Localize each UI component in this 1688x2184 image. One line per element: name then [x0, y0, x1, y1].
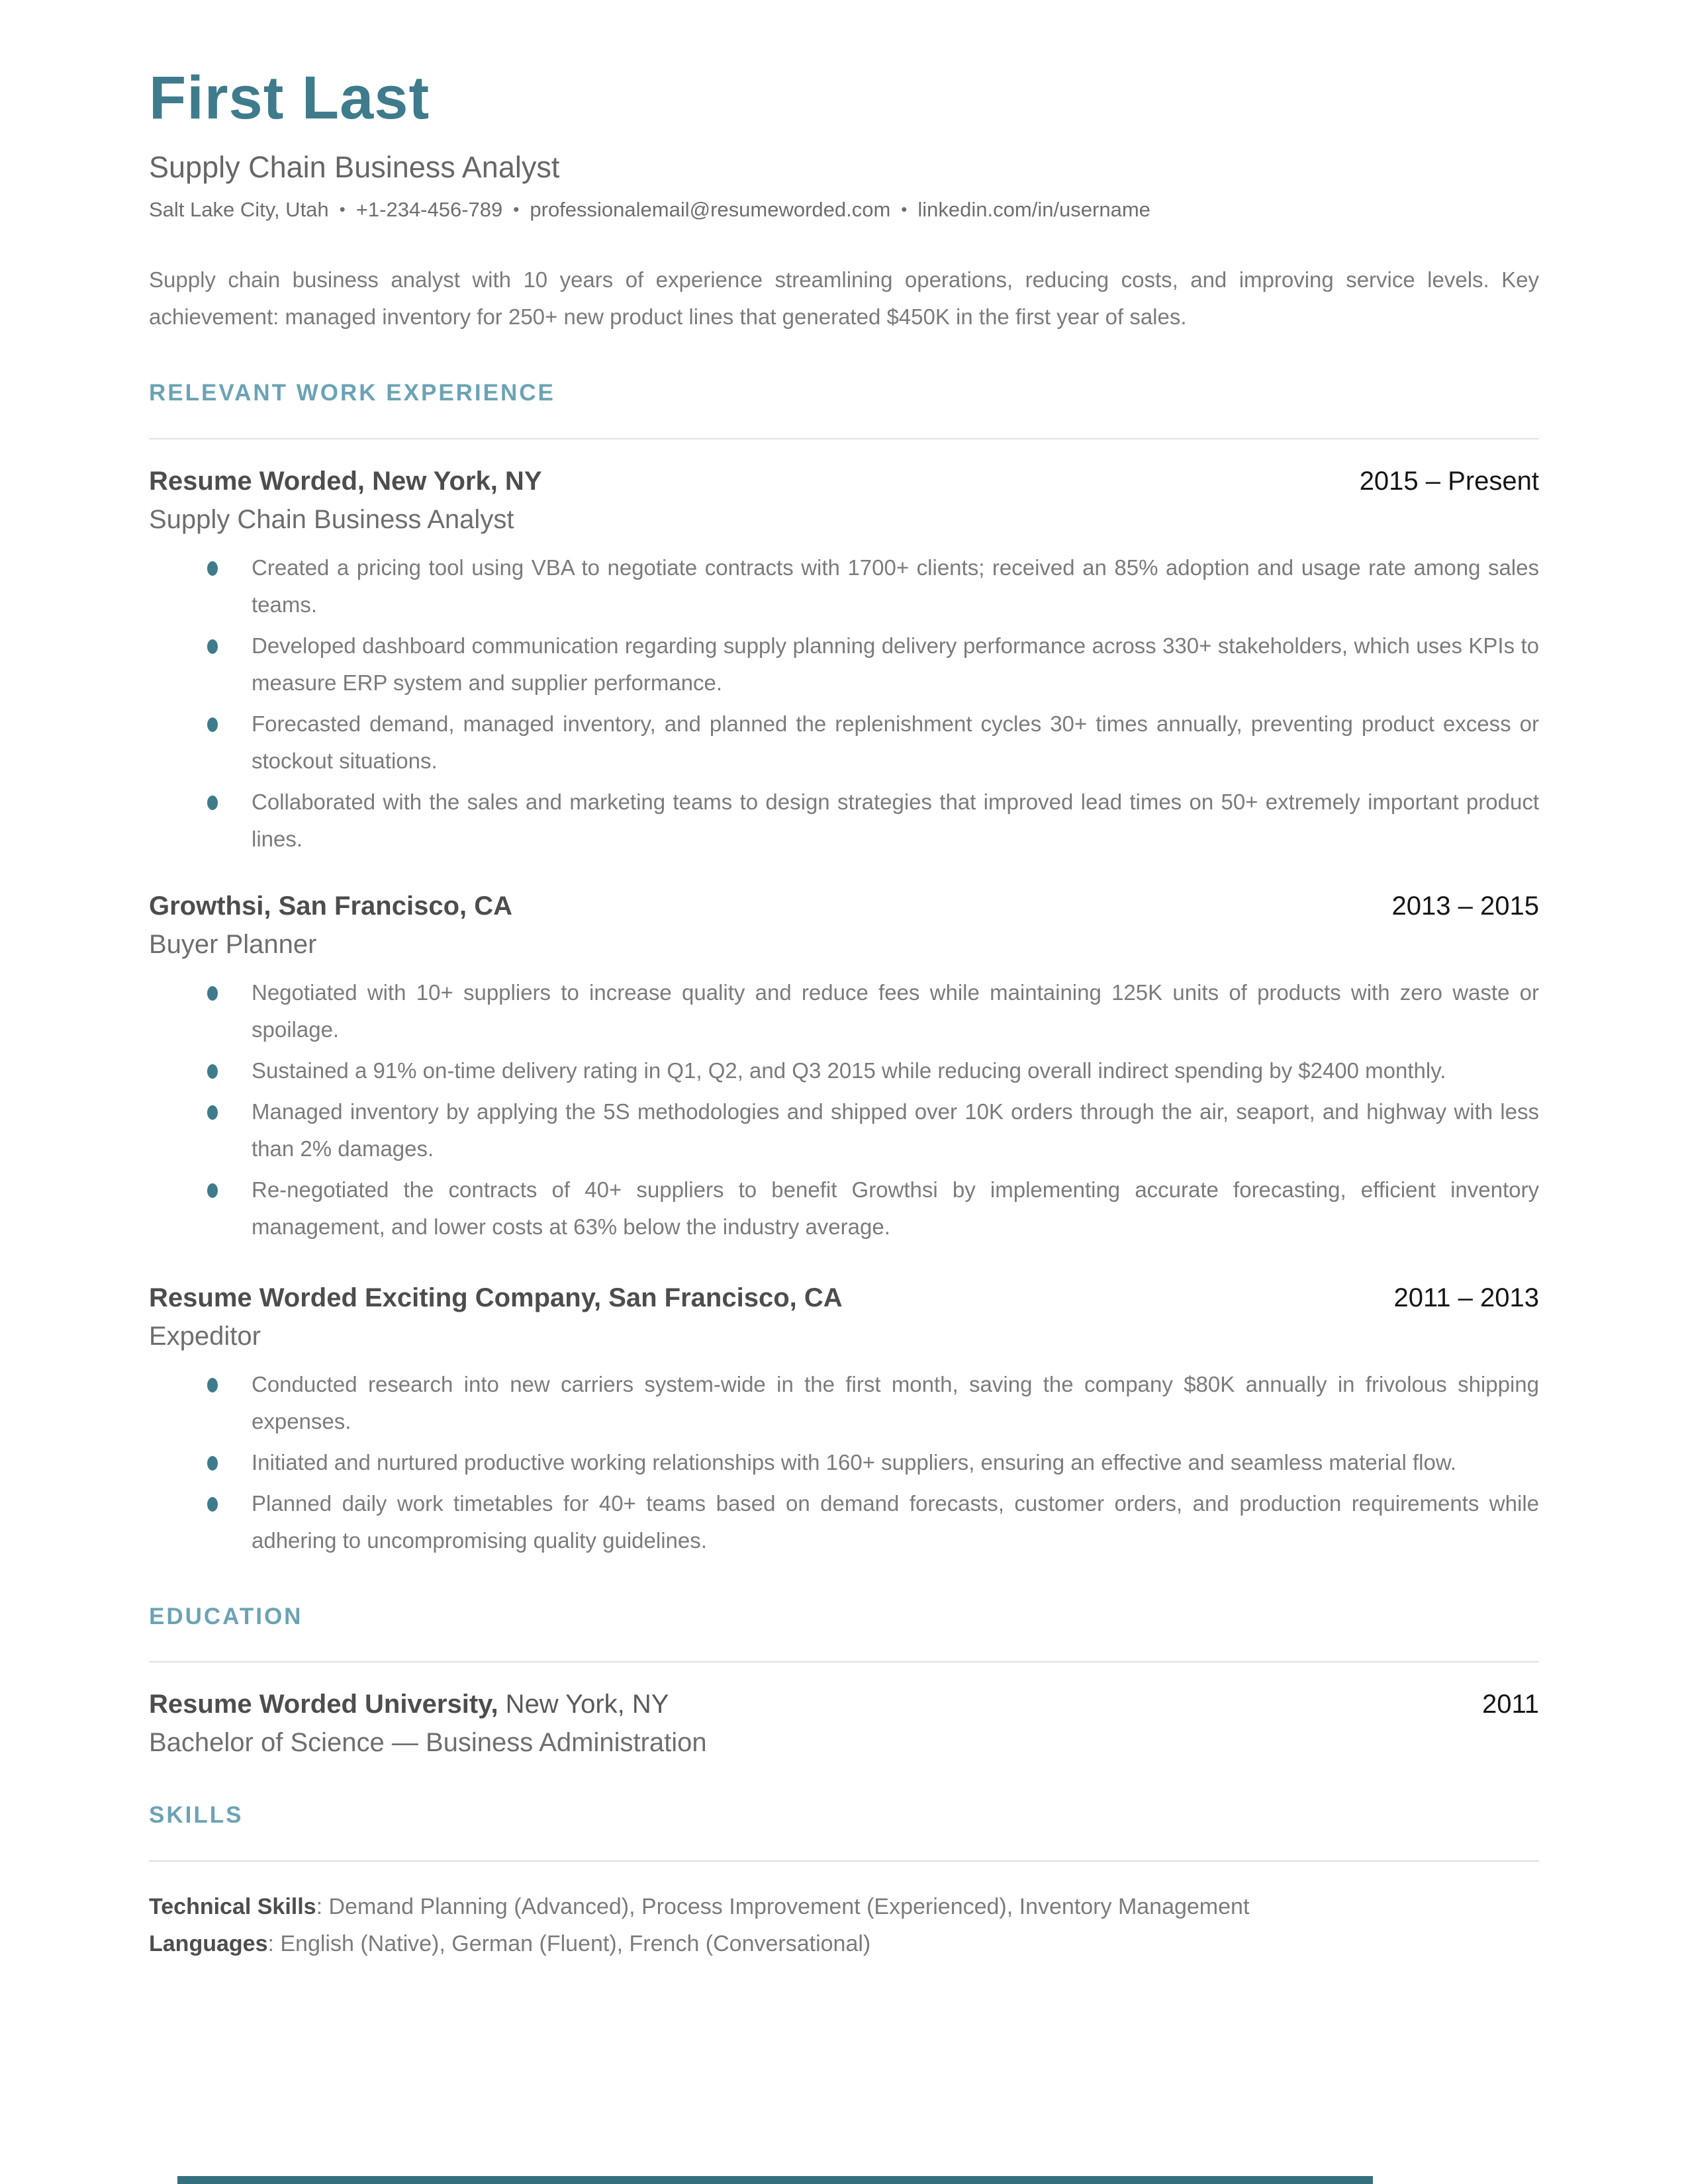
school-name-bold: Resume Worded University, — [149, 1690, 498, 1719]
bullet-item: Forecasted demand, managed inventory, and planned the replenishment cycles 30+ times annually, preventing product excess or stockout situations. — [149, 705, 1539, 780]
degree-line: Bachelor of Science — Business Administration — [149, 1728, 707, 1758]
school-name — [149, 1689, 669, 1719]
bullet-item: Collaborated with the sales and marketing teams to design strategies that improved lead times on 50+ extremely important product lines. — [149, 784, 1539, 858]
separator-dot: • — [901, 199, 908, 219]
section-divider — [149, 1661, 1539, 1662]
bullet-item: Created a pricing tool using VBA to negotiate contracts with 1700+ clients; received an 85% adoption and usage rate among sales teams. — [149, 549, 1539, 623]
job-header — [149, 1283, 1539, 1313]
job-entry — [149, 891, 1539, 1246]
job-role: Buyer Planner — [149, 929, 317, 959]
contact-line — [149, 197, 1539, 223]
separator-dot: • — [339, 199, 346, 219]
skills-label: Technical Skills — [149, 1893, 316, 1919]
section-title-education: EDUCATION — [149, 1603, 303, 1629]
contact-location: Salt Lake City, Utah — [149, 197, 329, 221]
headline-job-title: Supply Chain Business Analyst — [149, 150, 560, 185]
bullet-list — [149, 1366, 1539, 1559]
bullet-item: Planned daily work timetables for 40+ teams based on demand forecasts, customer orders, and production requirements while adhering to uncompromising quality guidelines. — [149, 1485, 1539, 1559]
bullet-item: Negotiated with 10+ suppliers to increase quality and reduce fees while maintaining 125K units of products with zero waste or spoilage. — [149, 974, 1539, 1048]
job-role: Supply Chain Business Analyst — [149, 504, 514, 534]
separator-dot: • — [513, 199, 520, 219]
bullet-item: Developed dashboard communication regarding supply planning delivery performance across 330+ stakeholders, which uses KPIs to measure ERP system and supplier performance. — [149, 627, 1539, 702]
skills-text: : Demand Planning (Advanced), Process Improvement (Experienced), Inventory Management — [316, 1893, 1250, 1919]
contact-email: professionalemail@resumeworded.com — [530, 197, 891, 221]
bullet-list — [149, 974, 1539, 1246]
section-divider — [149, 438, 1539, 439]
job-entry — [149, 466, 1539, 858]
section-title-skills: SKILLS — [149, 1802, 244, 1829]
bullet-item: Re-negotiated the contracts of 40+ suppliers to benefit Growthsi by implementing accurate forecasting, efficient inventory management, and lower costs at 63% below the industry average. — [149, 1171, 1539, 1246]
job-role: Expeditor — [149, 1321, 261, 1351]
bullet-item: Sustained a 91% on-time delivery rating in Q1, Q2, and Q3 2015 while reducing overall indirect spending by $2400 monthly. — [149, 1052, 1539, 1089]
section-divider — [149, 1860, 1539, 1862]
bullet-item: Conducted research into new carriers system-wide in the first month, saving the company $80K annually in frivolous shipping expenses. — [149, 1366, 1539, 1440]
school-location: New York, NY — [498, 1690, 669, 1719]
skills-row-languages — [149, 1925, 1539, 1962]
summary-paragraph: Supply chain business analyst with 10 years of experience streamlining operations, reducing costs, and improving service levels. Key achievement: managed inventory for 250+ new product lines that generated $450K in the first year of sales. — [149, 267, 1539, 330]
skills-row-technical — [149, 1888, 1539, 1925]
job-header — [149, 891, 1539, 921]
education-dates: 2011 — [1481, 1690, 1539, 1719]
job-dates: 2013 – 2015 — [1391, 891, 1539, 921]
skills-block — [149, 1888, 1539, 1962]
company-name: Resume Worded Exciting Company, San Francisco, CA — [149, 1283, 843, 1312]
person-name: First Last — [149, 64, 430, 132]
job-header — [149, 466, 1539, 496]
footer-accent-bar — [177, 2176, 1373, 2184]
contact-phone: +1-234-456-789 — [355, 197, 503, 221]
job-dates: 2015 – Present — [1359, 466, 1539, 496]
job-entry — [149, 1283, 1539, 1559]
section-title-experience: RELEVANT WORK EXPERIENCE — [149, 380, 555, 406]
bullet-list — [149, 549, 1539, 858]
education-header — [149, 1689, 1539, 1719]
education-entry — [149, 1689, 1539, 1758]
skills-text: : English (Native), German (Fluent), French (Conversational) — [267, 1931, 871, 1956]
bullet-item: Initiated and nurtured productive working relationships with 160+ suppliers, ensuring an effective and seamless material flow. — [149, 1444, 1539, 1481]
company-name: Growthsi, San Francisco, CA — [149, 891, 513, 921]
contact-linkedin: linkedin.com/in/username — [917, 197, 1150, 221]
job-dates: 2011 – 2013 — [1393, 1283, 1539, 1312]
bullet-item: Managed inventory by applying the 5S methodologies and shipped over 10K orders through the air, seaport, and highway with less than 2% damages. — [149, 1093, 1539, 1167]
skills-label: Languages — [149, 1931, 268, 1956]
company-name: Resume Worded, New York, NY — [149, 466, 542, 496]
